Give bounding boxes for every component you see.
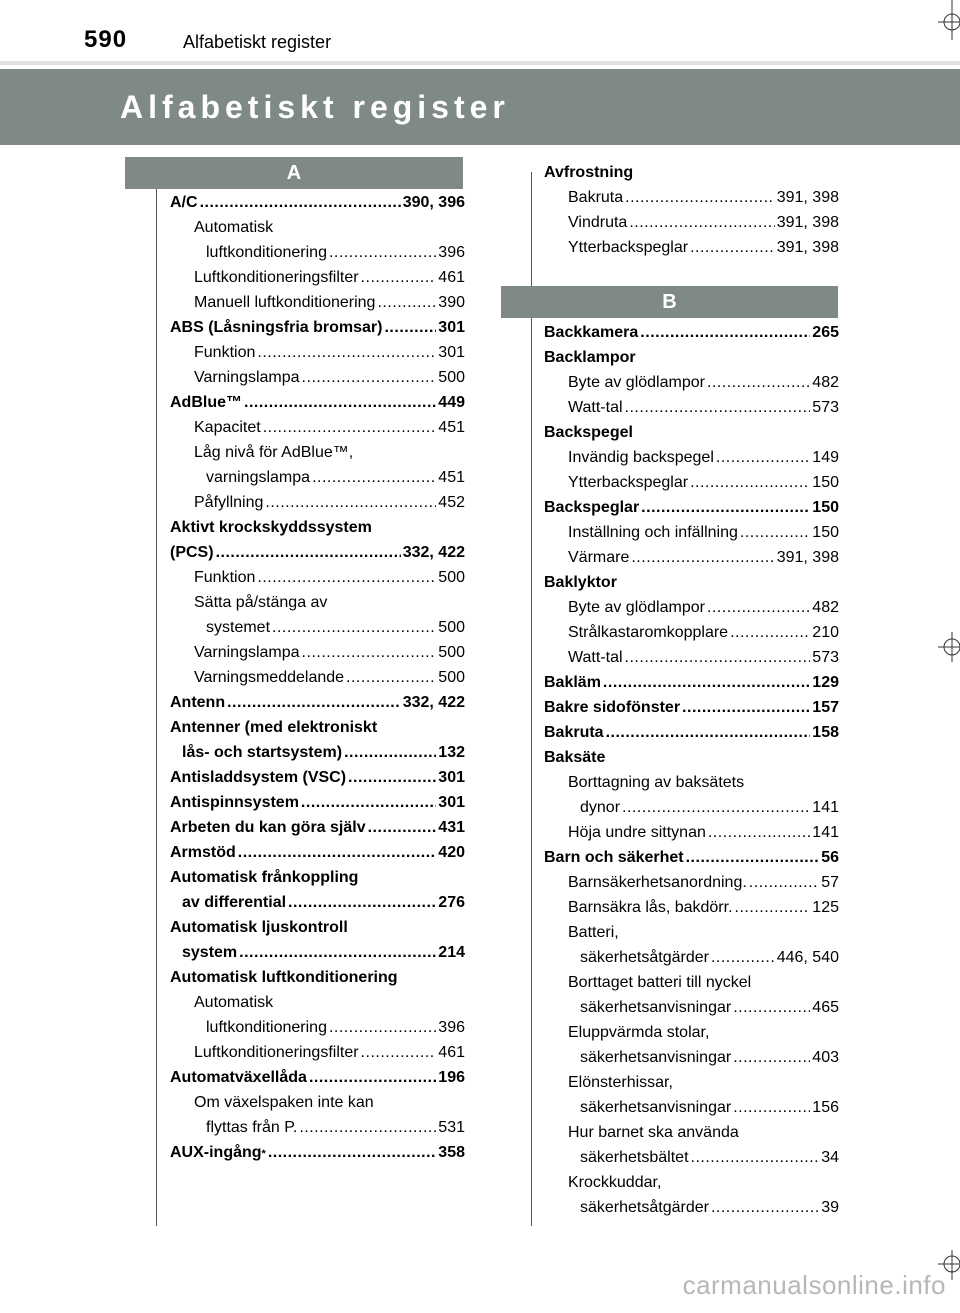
page-ref: 482 [812, 374, 839, 391]
dot-leader [625, 645, 811, 670]
index-term: Barn och säkerhet [544, 849, 684, 866]
index-term: Barnsäkerhetsanordning. [568, 874, 747, 891]
page-ref: 196 [438, 1069, 465, 1086]
index-entry [544, 210, 839, 235]
page-ref: 141 [812, 799, 839, 816]
dot-leader [263, 415, 437, 440]
page-ref: 150 [812, 499, 839, 516]
dot-leader [200, 190, 401, 215]
index-term: Hur barnet ska använda [568, 1124, 739, 1141]
index-term: Automatisk [194, 219, 274, 236]
page-ref: 125 [812, 899, 839, 916]
index-entry [544, 1095, 839, 1120]
index-term: säkerhetsåtgärder [580, 949, 709, 966]
dot-leader [239, 940, 436, 965]
index-entry [170, 640, 465, 665]
dot-leader [368, 815, 437, 840]
section-header-b: B [501, 286, 838, 318]
index-term: Armstöd [170, 844, 236, 861]
index-term: Höja undre sittynan [568, 824, 706, 841]
page-title: Alfabetiskt register [120, 89, 510, 125]
page-ref: 301 [438, 769, 465, 786]
index-entry [544, 970, 839, 995]
index-term: Borttaget batteri till nyckel [568, 974, 752, 991]
index-entry [544, 945, 839, 970]
index-term: Strålkastaromkopplare [568, 624, 729, 641]
index-entry [170, 865, 465, 890]
index-term: Avfrostning [544, 164, 634, 181]
page-ref: 150 [812, 524, 839, 541]
index-term: systemet [206, 619, 271, 636]
index-entry [544, 620, 839, 645]
index-term: luftkonditionering [206, 1019, 327, 1036]
dot-leader [301, 790, 436, 815]
index-term: Arbeten du kan göra själv [170, 819, 366, 836]
index-entry [170, 965, 465, 990]
index-entry [170, 1040, 465, 1065]
index-term: Varningslampa [194, 644, 300, 661]
page-ref: 451 [438, 469, 465, 486]
page-ref: 132 [438, 744, 465, 761]
index-entry [170, 515, 465, 540]
index-term: säkerhetsanvisningar [580, 1049, 732, 1066]
index-term: Värmare [568, 549, 630, 566]
index-term: AUX-ingång [170, 1144, 262, 1161]
dot-leader [735, 895, 811, 920]
index-term: luftkonditionering [206, 244, 327, 261]
index-entry [170, 815, 465, 840]
dot-leader [730, 620, 810, 645]
dot-leader [344, 740, 436, 765]
dot-leader [629, 210, 774, 235]
index-term: Antisladdsystem (VSC) [170, 769, 347, 786]
index-entry [544, 1045, 839, 1070]
dot-leader [686, 845, 820, 870]
index-term: Varningslampa [194, 369, 300, 386]
index-entry [544, 445, 839, 470]
index-entry [170, 765, 465, 790]
dot-leader [733, 1045, 810, 1070]
index-entry [544, 1070, 839, 1095]
page-ref: 391, 398 [776, 214, 839, 231]
page-ref: 301 [438, 344, 465, 361]
index-term: Vindruta [568, 214, 628, 231]
index-entry [170, 465, 465, 490]
dot-leader [711, 1195, 819, 1220]
page-ref: 500 [438, 569, 465, 586]
index-entry [170, 190, 465, 215]
dot-leader [257, 565, 436, 590]
dot-leader [302, 640, 437, 665]
index-term: ABS (Låsningsfria bromsar) [170, 319, 383, 336]
index-entry [544, 1170, 839, 1195]
index-term: Borttagning av baksätets [568, 774, 745, 791]
index-term: Kapacitet [194, 419, 261, 436]
index-term: varningslampa [206, 469, 311, 486]
dot-leader [733, 995, 810, 1020]
index-term: säkerhetsanvisningar [580, 999, 732, 1016]
index-entry [544, 695, 839, 720]
page-ref: 500 [438, 619, 465, 636]
page-ref: 461 [438, 269, 465, 286]
dot-leader [707, 370, 810, 395]
dot-leader [641, 495, 810, 520]
page-ref: 301 [438, 319, 465, 336]
page-ref: 57 [821, 874, 839, 891]
index-entry [170, 365, 465, 390]
page-ref: 158 [812, 724, 839, 741]
dot-leader [361, 1040, 437, 1065]
index-term: Bakre sidofönster [544, 699, 681, 716]
index-entry [170, 440, 465, 465]
index-term: av differential [182, 894, 287, 911]
index-entry [170, 540, 465, 565]
index-term: Låg nivå för AdBlue™, [194, 444, 354, 461]
index-term: Bakläm [544, 674, 601, 691]
index-term: Watt-tal [568, 649, 623, 666]
section-header-a: A [125, 157, 463, 189]
index-entry [544, 185, 839, 210]
page-ref: 573 [812, 649, 839, 666]
dot-leader [238, 840, 437, 865]
index-term: säkerhetsåtgärder [580, 1199, 709, 1216]
index-term: Automatisk ljuskontroll [170, 919, 348, 936]
page-ref: 482 [812, 599, 839, 616]
index-entry [170, 940, 465, 965]
page-ref: 531 [438, 1119, 465, 1136]
dot-leader [690, 470, 810, 495]
index-term: Om växelspaken inte kan [194, 1094, 374, 1111]
dot-leader [227, 690, 401, 715]
page-ref: 390 [438, 294, 465, 311]
index-entry [544, 395, 839, 420]
page-ref: 141 [812, 824, 839, 841]
index-term: Baksäte [544, 749, 606, 766]
index-entry [544, 920, 839, 945]
right-column-rule [531, 172, 532, 1226]
index-entry [544, 745, 839, 770]
index-entry [544, 320, 839, 345]
dot-leader [625, 395, 811, 420]
index-term: Antenner (med elektroniskt [170, 719, 378, 736]
index-term: Backkamera [544, 324, 639, 341]
page-ref: 431 [438, 819, 465, 836]
page-ref: 391, 398 [776, 239, 839, 256]
index-entry [544, 670, 839, 695]
page-ref: 420 [438, 844, 465, 861]
dot-leader [377, 290, 436, 315]
index-entry [170, 265, 465, 290]
index-entry [170, 1065, 465, 1090]
dot-leader [329, 240, 436, 265]
index-term: Baklyktor [544, 574, 617, 591]
page-ref: 403 [812, 1049, 839, 1066]
page-ref: 573 [812, 399, 839, 416]
page-ref: 129 [812, 674, 839, 691]
index-entry: AUX-ingång * ..... 358 [170, 1140, 465, 1165]
index-term: Barnsäkra lås, bakdörr. [568, 899, 733, 916]
index-entry [544, 995, 839, 1020]
page-ref: 265 [812, 324, 839, 341]
index-entry [170, 715, 465, 740]
index-entry [170, 390, 465, 415]
index-term: Automatisk frånkoppling [170, 869, 359, 886]
index-entry [544, 1120, 839, 1145]
index-term: (PCS) [170, 544, 214, 561]
dot-leader [682, 695, 810, 720]
index-entry [170, 215, 465, 240]
index-entry [544, 595, 839, 620]
index-term: Automatisk luftkonditionering [170, 969, 398, 986]
page-ref: 449 [438, 394, 465, 411]
dot-leader [309, 1065, 436, 1090]
index-entry [544, 545, 839, 570]
dot-leader [257, 340, 436, 365]
index-column-left [170, 190, 465, 1165]
dot-leader [268, 1140, 436, 1165]
index-term: Funktion [194, 344, 256, 361]
index-term: Invändig backspegel [568, 449, 714, 466]
index-term: Varningsmeddelande [194, 669, 345, 686]
index-term: dynor [580, 799, 621, 816]
index-entry [170, 490, 465, 515]
index-entry [544, 870, 839, 895]
index-entry [544, 1145, 839, 1170]
page-ref: 214 [438, 944, 465, 961]
dot-leader [622, 795, 810, 820]
index-entry [170, 915, 465, 940]
index-entry [544, 1020, 839, 1045]
index-entry [170, 240, 465, 265]
index-term: Automatväxellåda [170, 1069, 307, 1086]
dot-leader [708, 820, 810, 845]
index-entry [544, 720, 839, 745]
left-column-rule [156, 176, 157, 1226]
index-entry [170, 1015, 465, 1040]
index-term: Backspegel [544, 424, 633, 441]
index-term: A/C [170, 194, 198, 211]
index-term: Aktivt krockskyddssystem [170, 519, 372, 536]
index-column-right-b [544, 320, 839, 1220]
index-term: Påfyllning [194, 494, 264, 511]
dot-leader [312, 465, 436, 490]
page-ref: 391, 398 [776, 549, 839, 566]
page-ref: 446, 540 [776, 949, 839, 966]
index-term: Eluppvärmda stolar, [568, 1024, 710, 1041]
index-entry [170, 415, 465, 440]
page-ref: 391, 398 [776, 189, 839, 206]
index-term: Bakruta [544, 724, 604, 741]
index-term: Automatisk [194, 994, 274, 1011]
index-term: säkerhetsanvisningar [580, 1099, 732, 1116]
index-entry [170, 565, 465, 590]
index-term: Ytterbackspeglar [568, 239, 689, 256]
page-number: 590 [84, 26, 128, 53]
page-ref: 465 [812, 999, 839, 1016]
dot-leader [631, 545, 774, 570]
dot-leader [265, 490, 436, 515]
index-entry [544, 420, 839, 445]
dot-leader [690, 235, 775, 260]
page-ref: 56 [821, 849, 839, 866]
index-entry [544, 370, 839, 395]
index-entry [170, 790, 465, 815]
crop-mark-top-right [930, 0, 960, 40]
index-entry [170, 690, 465, 715]
index-entry [544, 235, 839, 260]
index-term: Funktion [194, 569, 256, 586]
index-entry [170, 1115, 465, 1140]
dot-leader [749, 870, 819, 895]
index-term: Manuell luftkonditionering [194, 294, 376, 311]
index-entry [170, 840, 465, 865]
index-term: Backlampor [544, 349, 636, 366]
index-term: flyttas från P. [206, 1119, 298, 1136]
dot-leader [299, 1115, 436, 1140]
page-ref: 451 [438, 419, 465, 436]
index-term: Luftkonditioneringsfilter [194, 269, 359, 286]
index-entry [544, 570, 839, 595]
index-term: Krockkuddar, [568, 1174, 662, 1191]
index-entry [544, 520, 839, 545]
title-banner [0, 69, 960, 145]
index-term: Luftkonditioneringsfilter [194, 1044, 359, 1061]
crop-mark-right-middle [930, 632, 960, 662]
dot-leader [346, 665, 436, 690]
index-term: AdBlue™ [170, 394, 242, 411]
page-ref: 500 [438, 669, 465, 686]
watermark: carmanualsonline.info [682, 1270, 946, 1300]
index-entry [170, 990, 465, 1015]
index-entry [170, 340, 465, 365]
index-term: Elönsterhissar, [568, 1074, 673, 1091]
dot-leader [329, 1015, 436, 1040]
index-term: Bakruta [568, 189, 624, 206]
index-entry [170, 590, 465, 615]
index-term: Inställning och infällning [568, 524, 738, 541]
index-entry [544, 770, 839, 795]
page-ref: 332, 422 [402, 694, 465, 711]
page-ref: 39 [821, 1199, 839, 1216]
dot-leader [711, 945, 775, 970]
page-ref: 34 [821, 1149, 839, 1166]
dot-leader [272, 615, 436, 640]
dot-leader [603, 670, 810, 695]
page-ref: 210 [812, 624, 839, 641]
dot-leader [625, 185, 775, 210]
page-ref: 461 [438, 1044, 465, 1061]
index-term: säkerhetsbältet [580, 1149, 689, 1166]
page-ref: 149 [812, 449, 839, 466]
index-term: Antenn [170, 694, 226, 711]
dot-leader [361, 265, 437, 290]
index-entry [170, 1090, 465, 1115]
dot-leader [707, 595, 810, 620]
page-ref: 157 [812, 699, 839, 716]
dot-leader [244, 390, 436, 415]
index-term: Ytterbackspeglar [568, 474, 689, 491]
index-term: Byte av glödlampor [568, 599, 705, 616]
page-ref: 150 [812, 474, 839, 491]
dot-leader [716, 445, 810, 470]
page-ref: 500 [438, 369, 465, 386]
index-entry [544, 895, 839, 920]
page-ref: 396 [438, 1019, 465, 1036]
index-entry [544, 1195, 839, 1220]
index-entry [170, 665, 465, 690]
index-entry [544, 845, 839, 870]
dot-leader [288, 890, 436, 915]
index-term: Watt-tal [568, 399, 623, 416]
index-term: Antispinnsystem [170, 794, 299, 811]
index-entry [544, 495, 839, 520]
index-term: Byte av glödlampor [568, 374, 705, 391]
dot-leader [733, 1095, 810, 1120]
dot-leader [606, 720, 811, 745]
index-term: Batteri, [568, 924, 619, 941]
index-entry [544, 345, 839, 370]
index-entry [170, 740, 465, 765]
index-entry [544, 795, 839, 820]
index-entry [170, 290, 465, 315]
dot-leader [691, 1145, 820, 1170]
page-ref: 358 [438, 1144, 465, 1161]
index-term: Sätta på/stänga av [194, 594, 328, 611]
index-entry [544, 160, 839, 185]
dot-leader [740, 520, 810, 545]
index-entry [170, 615, 465, 640]
page-ref: 332, 422 [402, 544, 465, 561]
index-term: system [182, 944, 238, 961]
page-ref: 452 [438, 494, 465, 511]
page-ref: 156 [812, 1099, 839, 1116]
page-ref: 301 [438, 794, 465, 811]
page-ref: 390, 396 [402, 194, 465, 211]
header-rule [0, 61, 960, 65]
running-title: Alfabetiskt register [183, 32, 332, 52]
dot-leader [302, 365, 437, 390]
index-term: Backspeglar [544, 499, 640, 516]
dot-leader [384, 315, 436, 340]
index-column-right-top [544, 160, 839, 260]
dot-leader [348, 765, 436, 790]
index-entry [544, 470, 839, 495]
index-entry [544, 820, 839, 845]
index-term: lås- och startsystem) [182, 744, 343, 761]
page-ref: 276 [438, 894, 465, 911]
index-entry [170, 890, 465, 915]
page-ref: 396 [438, 244, 465, 261]
index-entry [170, 315, 465, 340]
dot-leader [216, 540, 401, 565]
dot-leader [640, 320, 810, 345]
index-entry [544, 645, 839, 670]
page-ref: 500 [438, 644, 465, 661]
